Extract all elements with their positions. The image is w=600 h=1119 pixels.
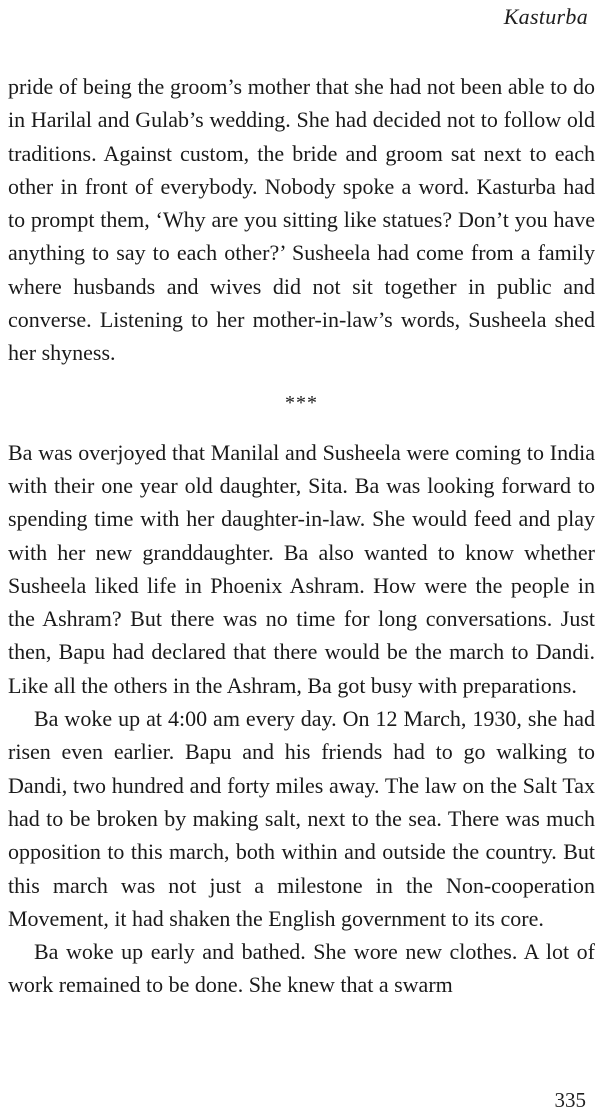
body-text	[8, 70, 595, 1002]
paragraph-dandi-march: Ba woke up at 4:00 am every day. On 12 March, 1930, she had risen even earlier. Bapu and his friends had to go walking to Dandi, two hundred and forty miles away. The law on the Salt Tax had to be broken by making salt, next to the sea. There was much opposition to this march, both within and outside the country. But this march was not just a milestone in the Non-cooperation Movement, it had shaken the English government to its core.	[8, 706, 595, 931]
paragraph-wedding: pride of being the groom’s mother that she had not been able to do in Harilal and Gulab’s wedding. She had decided not to follow old traditions. Against custom, the bride and groom sat next to each other in front of everybody. Nobody spoke a word. Kasturba had to prompt them, ‘Why are you sitting like statues? Don’t you have anything to say to each other?’ Susheela had come from a family where husbands and wives did not sit together in public and converse. Listening to her mother-in-law’s words, Susheela shed her shyness.	[8, 74, 595, 366]
running-head: Kasturba	[503, 4, 588, 29]
paragraph-morning-preparations: Ba woke up early and bathed. She wore new clothes. A lot of work remained to be done. She knew that a swarm	[8, 939, 595, 998]
paragraph-manilal-visit: Ba was overjoyed that Manilal and Susheela were coming to India with their one year old daughter, Sita. Ba was looking forward to spending time with her daughter-in-law. She would feed and play with her new granddaughter. Ba also wanted to know whether Susheela liked life in Phoenix Ashram. How were the people in the Ashram? But there was no time for long conversations. Just then, Bapu had declared that there would be the march to Dandi. Like all the others in the Ashram, Ba got busy with preparations.	[8, 439, 595, 698]
section-separator: ***	[285, 391, 318, 414]
page-number: 335	[554, 1088, 586, 1112]
